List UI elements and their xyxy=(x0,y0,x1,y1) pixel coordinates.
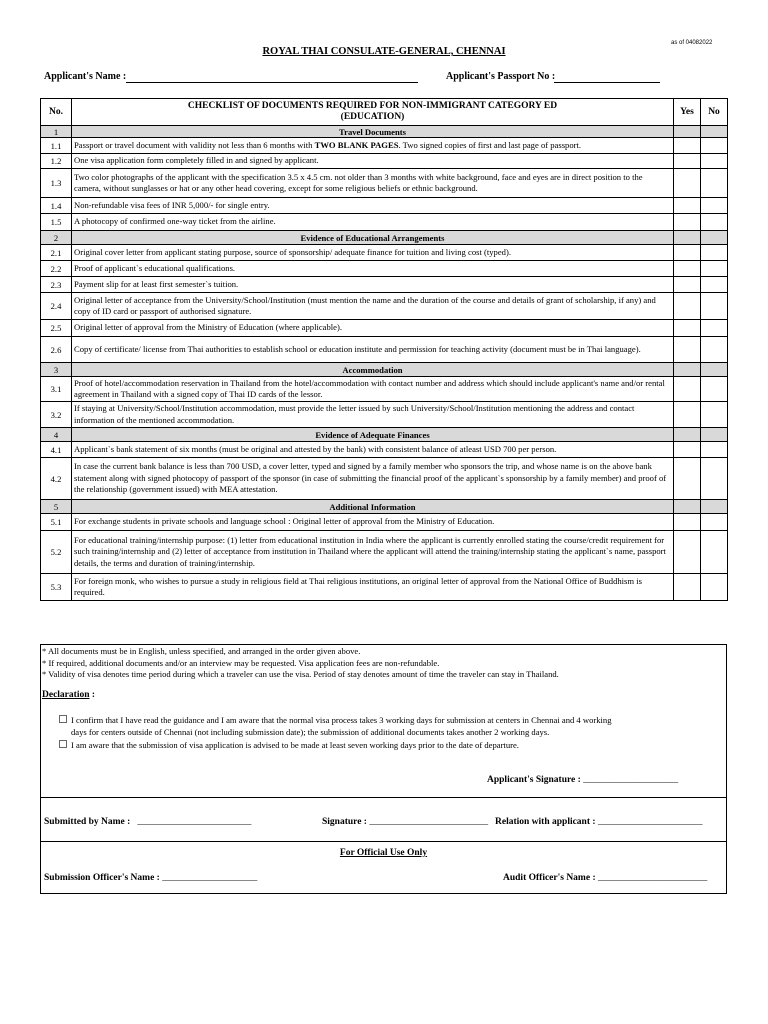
no-cell xyxy=(701,363,728,377)
table-row xyxy=(41,337,728,363)
item-text: One visa application form completely filled in and signed by applicant. xyxy=(74,155,319,166)
document-title: ROYAL THAI CONSULATE-GENERAL, CHENNAI xyxy=(262,46,506,57)
column-header-no-answer: No xyxy=(701,99,728,126)
yes-checkbox-cell[interactable] xyxy=(674,214,701,231)
item-bold-text: TWO BLANK PAGES xyxy=(314,139,399,150)
as-of-date: as of 04082022 xyxy=(671,40,713,46)
section-number: 1 xyxy=(41,126,72,138)
item-description xyxy=(72,531,674,574)
item-number: 2.2 xyxy=(41,261,72,277)
item-description xyxy=(72,245,674,261)
no-checkbox-cell[interactable] xyxy=(701,337,728,363)
item-description xyxy=(72,293,674,320)
item-number: 2.5 xyxy=(41,320,72,337)
no-checkbox-cell[interactable] xyxy=(701,320,728,337)
item-description xyxy=(72,214,674,231)
declaration-item-1-line2: days for centers outside of Chennai (not including submission date); the submission of additional documents takes another 2 working days. xyxy=(71,727,550,737)
item-description xyxy=(72,402,674,428)
audit-officer-field[interactable]: _______________________ xyxy=(597,873,708,883)
declaration-label xyxy=(42,690,95,700)
applicant-signature-label: Applicant's Signature : xyxy=(487,775,581,785)
item-text: If staying at University/School/Institution accommodation, must provide the letter issued by such University/School/Institution mentioning the address and contact information of the mentioned accommodation. xyxy=(74,403,635,425)
declaration-item-2 xyxy=(59,739,699,751)
table-row xyxy=(41,377,728,402)
no-checkbox-cell[interactable] xyxy=(701,138,728,154)
item-text: Original letter of approval from the Ministry of Education (where applicable). xyxy=(74,322,342,333)
yes-checkbox-cell[interactable] xyxy=(674,154,701,169)
item-text: For foreign monk, who wishes to pursue a study in religious field at Thai religious institutions, an original letter of approval from the National Office of Buddhism is required. xyxy=(74,575,642,597)
item-description xyxy=(72,514,674,531)
item-number: 2.3 xyxy=(41,277,72,293)
relation-field[interactable]: ______________________ xyxy=(597,817,703,827)
item-description xyxy=(72,198,674,214)
checklist-title-line2: (EDUCATION) xyxy=(340,112,405,122)
applicant-signature xyxy=(487,775,678,785)
official-use-title xyxy=(41,848,726,858)
submitter-signature xyxy=(322,817,488,827)
note-item: * All documents must be in English, unless specified, and arranged in the order given above. xyxy=(42,646,361,656)
section-number: 3 xyxy=(41,363,72,377)
item-number: 1.5 xyxy=(41,214,72,231)
item-description xyxy=(72,277,674,293)
table-row xyxy=(41,574,728,601)
section-title: Additional Information xyxy=(72,500,674,514)
table-row xyxy=(41,320,728,337)
applicant-signature-field[interactable]: ____________________ xyxy=(583,775,679,785)
no-checkbox-cell[interactable] xyxy=(701,293,728,320)
yes-checkbox-cell[interactable] xyxy=(674,293,701,320)
submitter-signature-field[interactable]: _________________________ xyxy=(369,817,489,827)
no-checkbox-cell[interactable] xyxy=(701,574,728,601)
section-number: 2 xyxy=(41,231,72,245)
column-header-no: No. xyxy=(41,99,72,126)
yes-cell xyxy=(674,428,701,442)
relation-with-applicant xyxy=(495,817,702,827)
notes xyxy=(41,646,559,681)
yes-checkbox-cell[interactable] xyxy=(674,442,701,458)
no-cell xyxy=(701,231,728,245)
no-checkbox-cell[interactable] xyxy=(701,402,728,428)
column-header-yes: Yes xyxy=(674,99,701,126)
item-description xyxy=(72,320,674,337)
item-description xyxy=(72,169,674,198)
submitter-signature-label: Signature : xyxy=(322,817,367,827)
submission-officer-field[interactable]: ____________________ xyxy=(162,873,258,883)
item-number: 2.4 xyxy=(41,293,72,320)
submission-officer-label: Submission Officer's Name : xyxy=(44,873,160,883)
item-text: Two color photographs of the applicant with the specification 3.5 x 4.5 cm. not older than 3 months with white background, face and eyes are in direct position to the camera, without sunglasses or hat or any other head covering, except for some religious beliefs or ethnic background. xyxy=(74,171,643,193)
note-item: * Validity of visa denotes time period during which a traveler can use the visa. Period of stay denotes amount of time the traveler can stay in Thailand. xyxy=(42,669,559,679)
item-description xyxy=(72,574,674,601)
section-row xyxy=(41,500,728,514)
no-checkbox-cell[interactable] xyxy=(701,198,728,214)
table-row xyxy=(41,154,728,169)
table-row xyxy=(41,169,728,198)
yes-checkbox-cell[interactable] xyxy=(674,169,701,198)
note-item: * If required, additional documents and/or an interview may be requested. Visa application fees are non-refundable. xyxy=(42,657,440,668)
table-row xyxy=(41,293,728,320)
item-number: 1.4 xyxy=(41,198,72,214)
yes-checkbox-cell[interactable] xyxy=(674,514,701,531)
relation-label: Relation with applicant : xyxy=(495,817,596,827)
no-checkbox-cell[interactable] xyxy=(701,442,728,458)
item-text: Non-refundable visa fees of INR 5,000/- for single entry. xyxy=(74,199,270,210)
yes-checkbox-cell[interactable] xyxy=(674,277,701,293)
item-description xyxy=(72,377,674,402)
applicant-passport-field[interactable] xyxy=(554,82,660,83)
submitted-by xyxy=(44,817,251,827)
submitted-by-label: Submitted by Name : xyxy=(44,817,131,827)
table-row xyxy=(41,402,728,428)
no-cell xyxy=(701,126,728,138)
no-checkbox-cell[interactable] xyxy=(701,169,728,198)
submitted-by-field[interactable]: ________________________ xyxy=(137,817,252,827)
yes-checkbox-cell[interactable] xyxy=(674,531,701,574)
yes-checkbox-cell[interactable] xyxy=(674,261,701,277)
item-number: 2.6 xyxy=(41,337,72,363)
yes-checkbox-cell[interactable] xyxy=(674,245,701,261)
no-checkbox-cell[interactable] xyxy=(701,261,728,277)
no-checkbox-cell[interactable] xyxy=(701,277,728,293)
item-number: 5.2 xyxy=(41,531,72,574)
table-row xyxy=(41,138,728,154)
yes-checkbox-cell[interactable] xyxy=(674,198,701,214)
column-header-title xyxy=(72,99,674,126)
item-text: Original cover letter from applicant stating purpose, source of sponsorship/ adequate finance for tuition and living cost (typed). xyxy=(74,246,511,257)
checklist-title-line1: CHECKLIST OF DOCUMENTS REQUIRED FOR NON-IMMIGRANT CATEGORY ED xyxy=(187,101,558,111)
item-text: Proof of applicant`s educational qualifications. xyxy=(74,262,236,273)
section-row xyxy=(41,428,728,442)
item-description xyxy=(72,458,674,500)
yes-checkbox-cell[interactable] xyxy=(674,337,701,363)
yes-checkbox-cell[interactable] xyxy=(674,458,701,500)
item-text: Payment slip for at least first semester`s tuition. xyxy=(74,278,239,289)
item-text: For educational training/internship purpose: (1) letter from educational institution in India where the applicant is currently enrolled stating the course/credit requirement for such training/internship and (2) letter of acceptance from institution in Thailand where the applicant will attend the training/internship stating the applicant`s name, passport details, the terms and duration of training/internship. xyxy=(74,534,666,568)
item-text: Passport or travel document with validity not less than 6 months with xyxy=(74,139,313,150)
no-checkbox-cell[interactable] xyxy=(701,458,728,500)
item-number: 4.1 xyxy=(41,442,72,458)
table-row xyxy=(41,261,728,277)
item-number: 3.1 xyxy=(41,377,72,402)
item-text: A photocopy of confirmed one-way ticket from the airline. xyxy=(74,216,276,227)
item-number: 1.1 xyxy=(41,138,72,154)
item-text: Copy of certificate/ license from Thai authorities to establish school or education institute and permission for teaching activity (document must be in Thai language). xyxy=(74,343,641,354)
section-title: Evidence of Adequate Finances xyxy=(72,428,674,442)
section-number: 4 xyxy=(41,428,72,442)
lower-section xyxy=(40,644,727,894)
item-text: Applicant`s bank statement of six months (must be original and attested by the bank) with consistent balance of atleast USD 700 per person. xyxy=(74,443,557,454)
no-cell xyxy=(701,500,728,514)
item-number: 3.2 xyxy=(41,402,72,428)
section-row xyxy=(41,231,728,245)
section-title: Accommodation xyxy=(72,363,674,377)
item-number: 5.1 xyxy=(41,514,72,531)
yes-cell xyxy=(674,231,701,245)
table-header-row xyxy=(41,99,728,126)
item-text: Proof of hotel/accommodation reservation in Thailand from the hotel/accommodation with contact number and address which should include applicant's name and/or rental agreement in Thailand with a signed copy of Thai ID cards of the lessor. xyxy=(74,377,665,399)
item-description xyxy=(72,261,674,277)
item-description xyxy=(72,138,674,154)
table-row xyxy=(41,531,728,574)
yes-cell xyxy=(674,126,701,138)
item-description xyxy=(72,154,674,169)
item-number: 1.3 xyxy=(41,169,72,198)
item-text: Original letter of acceptance from the University/School/Institution (must mention the name and the duration of the course and details of grant of scholarship, if any) and copy of ID card or passport of authorised signature. xyxy=(74,294,656,316)
declaration-colon: : xyxy=(89,690,96,700)
yes-checkbox-cell[interactable] xyxy=(674,320,701,337)
item-number: 4.2 xyxy=(41,458,72,500)
applicant-name-field[interactable] xyxy=(126,82,418,83)
no-checkbox-cell[interactable] xyxy=(701,154,728,169)
table-row xyxy=(41,277,728,293)
table-row xyxy=(41,198,728,214)
checklist-table xyxy=(40,98,728,601)
item-description xyxy=(72,337,674,363)
section-title: Travel Documents xyxy=(72,126,674,138)
section-number: 5 xyxy=(41,500,72,514)
table-row xyxy=(41,245,728,261)
item-number: 5.3 xyxy=(41,574,72,601)
submission-officer xyxy=(44,873,257,883)
item-number: 1.2 xyxy=(41,154,72,169)
item-description xyxy=(72,442,674,458)
section-row xyxy=(41,363,728,377)
no-checkbox-cell[interactable] xyxy=(701,214,728,231)
declaration-item-2-text: I am aware that the submission of visa application is advised to be made at least seven working days prior to the date of departure. xyxy=(71,740,519,750)
checkbox-icon[interactable] xyxy=(59,740,67,748)
yes-cell xyxy=(674,500,701,514)
applicant-passport-label: Applicant's Passport No : xyxy=(446,71,556,82)
yes-checkbox-cell[interactable] xyxy=(674,377,701,402)
no-cell xyxy=(701,428,728,442)
table-row xyxy=(41,214,728,231)
no-checkbox-cell[interactable] xyxy=(701,377,728,402)
item-text: For exchange students in private schools and language school : Original letter of approval from the Ministry of Education. xyxy=(74,516,495,527)
section-title: Evidence of Educational Arrangements xyxy=(72,231,674,245)
audit-officer xyxy=(503,873,707,883)
item-number: 2.1 xyxy=(41,245,72,261)
table-row xyxy=(41,514,728,531)
item-text: In case the current bank balance is less than 700 USD, a cover letter, typed and signed by a family member who sponsors the trip, and whose name is on the above bank statement along with signed photocopy of passport of the sponsor (in case of submitting the financial proof of the applicant`s sponsorship by a family member) and proof of the relationship (government issued) with MEA attestation. xyxy=(74,461,667,495)
yes-cell xyxy=(674,363,701,377)
no-checkbox-cell[interactable] xyxy=(701,245,728,261)
declaration-label-text: Declaration xyxy=(42,690,90,700)
declaration-item-1 xyxy=(59,714,699,738)
table-row xyxy=(41,442,728,458)
divider xyxy=(41,797,726,798)
item-text-continued: . Two signed copies of first and last page of passport. xyxy=(398,139,582,150)
table-row xyxy=(41,458,728,500)
divider xyxy=(41,841,726,842)
yes-checkbox-cell[interactable] xyxy=(674,138,701,154)
no-checkbox-cell[interactable] xyxy=(701,514,728,531)
official-use-title-text: For Official Use Only xyxy=(339,848,428,858)
checkbox-icon[interactable] xyxy=(59,715,67,723)
yes-checkbox-cell[interactable] xyxy=(674,402,701,428)
declaration-item-1-line1: I confirm that I have read the guidance and I am aware that the normal visa process takes 3 working days for submission at centers in Chennai and 4 working xyxy=(71,715,612,725)
yes-checkbox-cell[interactable] xyxy=(674,574,701,601)
audit-officer-label: Audit Officer's Name : xyxy=(503,873,596,883)
no-checkbox-cell[interactable] xyxy=(701,531,728,574)
section-row xyxy=(41,126,728,138)
applicant-name-label: Applicant's Name : xyxy=(44,71,127,82)
